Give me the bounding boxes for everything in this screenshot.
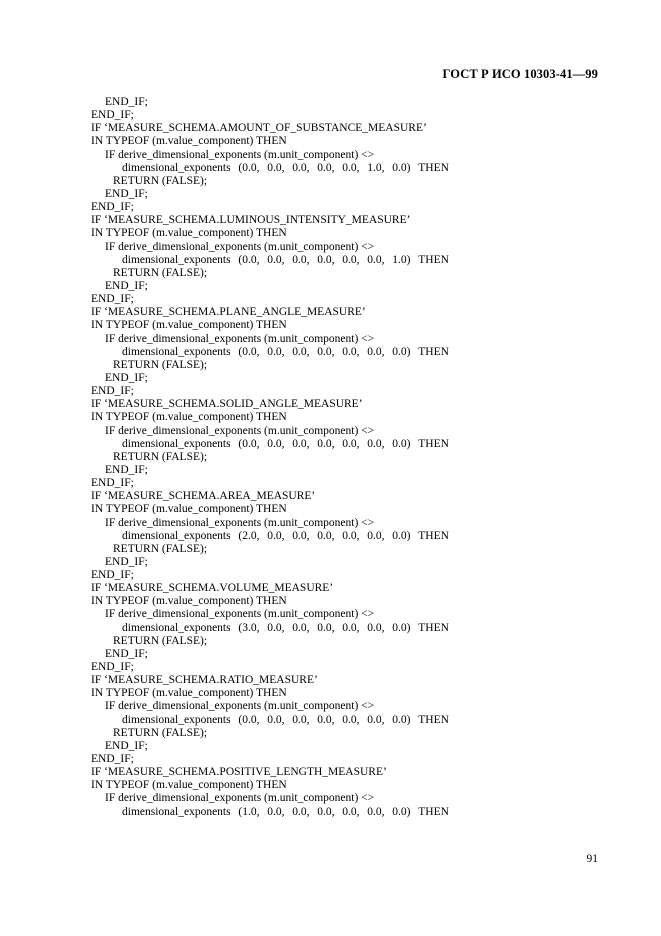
code-token: 0.0, bbox=[342, 805, 360, 818]
code-line: IF ‘MEASURE_SCHEMA.LUMINOUS_INTENSITY_MEASURE’ bbox=[91, 214, 411, 227]
code-token: 0.0, bbox=[267, 437, 285, 450]
code-token: 0.0, bbox=[267, 161, 285, 174]
code-line: RETURN (FALSE); bbox=[113, 174, 208, 187]
code-line: END_IF; bbox=[91, 201, 134, 214]
code-line: IF derive_dimensional_exponents (m.unit_component) <> bbox=[105, 148, 375, 161]
code-token: 0.0, bbox=[292, 529, 310, 542]
code-token: 0.0, bbox=[292, 345, 310, 358]
code-token: 0.0, bbox=[367, 621, 385, 634]
code-token: (2.0, bbox=[238, 529, 260, 542]
code-line: IN TYPEOF (m.value_component) THEN bbox=[91, 227, 287, 240]
code-line: IF ‘MEASURE_SCHEMA.VOLUME_MEASURE’ bbox=[91, 582, 334, 595]
code-line: END_IF; bbox=[105, 187, 148, 200]
code-line: RETURN (FALSE); bbox=[113, 726, 208, 739]
code-token: 0.0) bbox=[392, 529, 411, 542]
code-token: dimensional_exponents bbox=[122, 621, 231, 634]
code-token: 0.0) bbox=[392, 805, 411, 818]
code-line-exponents bbox=[122, 622, 449, 635]
code-token: 0.0, bbox=[267, 621, 285, 634]
code-token: 0.0, bbox=[267, 345, 285, 358]
code-token: 0.0, bbox=[342, 253, 360, 266]
code-line-exponents bbox=[122, 714, 449, 727]
code-line: IF derive_dimensional_exponents (m.unit_component) <> bbox=[105, 240, 375, 253]
code-token: 0.0, bbox=[342, 161, 360, 174]
code-token: 0.0, bbox=[267, 529, 285, 542]
code-token: THEN bbox=[418, 805, 449, 818]
code-line: END_IF; bbox=[91, 661, 134, 674]
code-line: END_IF; bbox=[91, 293, 134, 306]
code-line-exponents bbox=[122, 346, 449, 359]
code-token: 0.0, bbox=[317, 161, 335, 174]
code-line: RETURN (FALSE); bbox=[113, 266, 208, 279]
code-line-exponents bbox=[122, 162, 449, 175]
code-token: 0.0, bbox=[317, 621, 335, 634]
code-token: dimensional_exponents bbox=[122, 529, 231, 542]
code-line: RETURN (FALSE); bbox=[113, 358, 208, 371]
code-token: 0.0) bbox=[392, 345, 411, 358]
code-line: IN TYPEOF (m.value_component) THEN bbox=[91, 319, 287, 332]
code-token: 0.0, bbox=[292, 713, 310, 726]
code-line: END_IF; bbox=[105, 279, 148, 292]
code-line: RETURN (FALSE); bbox=[113, 634, 208, 647]
code-line: IN TYPEOF (m.value_component) THEN bbox=[91, 595, 287, 608]
document-header: ГОСТ Р ИСО 10303-41—99 bbox=[442, 67, 598, 81]
code-token: 0.0) bbox=[392, 161, 411, 174]
code-token: 0.0) bbox=[392, 713, 411, 726]
code-token: 0.0, bbox=[367, 805, 385, 818]
code-line: IF ‘MEASURE_SCHEMA.POSITIVE_LENGTH_MEASURE’ bbox=[91, 766, 387, 779]
code-line: END_IF; bbox=[105, 647, 148, 660]
code-token: dimensional_exponents bbox=[122, 805, 231, 818]
code-token: 1.0, bbox=[367, 161, 385, 174]
code-token: 0.0) bbox=[392, 437, 411, 450]
code-line: IN TYPEOF (m.value_component) THEN bbox=[91, 503, 287, 516]
code-line-exponents bbox=[122, 254, 449, 267]
code-line: IF derive_dimensional_exponents (m.unit_component) <> bbox=[105, 700, 375, 713]
code-line: END_IF; bbox=[91, 385, 134, 398]
code-token: (0.0, bbox=[238, 345, 260, 358]
code-line: RETURN (FALSE); bbox=[113, 450, 208, 463]
code-token: 0.0, bbox=[292, 437, 310, 450]
code-token: (3.0, bbox=[238, 621, 260, 634]
code-line-exponents bbox=[122, 438, 449, 451]
code-line-exponents bbox=[122, 530, 449, 543]
code-line: IF derive_dimensional_exponents (m.unit_component) <> bbox=[105, 792, 375, 805]
code-token: dimensional_exponents bbox=[122, 253, 231, 266]
code-line: IN TYPEOF (m.value_component) THEN bbox=[91, 135, 287, 148]
code-token: 1.0) bbox=[392, 253, 411, 266]
code-line: END_IF; bbox=[91, 569, 134, 582]
code-line: IN TYPEOF (m.value_component) THEN bbox=[91, 411, 287, 424]
code-line-exponents bbox=[122, 806, 449, 819]
code-token: 0.0, bbox=[292, 805, 310, 818]
code-token: 0.0, bbox=[267, 805, 285, 818]
code-line: IF ‘MEASURE_SCHEMA.RATIO_MEASURE’ bbox=[91, 674, 318, 687]
code-token: 0.0, bbox=[342, 713, 360, 726]
code-token: 0.0, bbox=[292, 161, 310, 174]
code-token: (0.0, bbox=[238, 713, 260, 726]
code-token: 0.0, bbox=[267, 253, 285, 266]
code-line: IF ‘MEASURE_SCHEMA.PLANE_ANGLE_MEASURE’ bbox=[91, 306, 366, 319]
code-line: END_IF; bbox=[105, 463, 148, 476]
code-token: (0.0, bbox=[238, 437, 260, 450]
code-token: dimensional_exponents bbox=[122, 345, 231, 358]
code-token: THEN bbox=[418, 161, 449, 174]
code-line: IF ‘MEASURE_SCHEMA.SOLID_ANGLE_MEASURE’ bbox=[91, 398, 363, 411]
code-token: (1.0, bbox=[238, 805, 260, 818]
code-line: END_IF; bbox=[91, 753, 134, 766]
code-line: END_IF; bbox=[105, 739, 148, 752]
code-token: 0.0, bbox=[317, 253, 335, 266]
code-line: END_IF; bbox=[105, 371, 148, 384]
code-listing bbox=[91, 96, 561, 819]
code-token: 0.0, bbox=[367, 345, 385, 358]
code-token: 0.0, bbox=[292, 621, 310, 634]
code-token: THEN bbox=[418, 345, 449, 358]
code-line: IN TYPEOF (m.value_component) THEN bbox=[91, 779, 287, 792]
code-token: 0.0, bbox=[317, 437, 335, 450]
code-token: dimensional_exponents bbox=[122, 161, 231, 174]
code-token: THEN bbox=[418, 437, 449, 450]
code-token: 0.0, bbox=[342, 345, 360, 358]
code-token: 0.0, bbox=[367, 253, 385, 266]
code-token: dimensional_exponents bbox=[122, 437, 231, 450]
code-token: dimensional_exponents bbox=[122, 713, 231, 726]
code-line: END_IF; bbox=[91, 109, 134, 122]
code-token: (0.0, bbox=[238, 161, 260, 174]
code-line: IN TYPEOF (m.value_component) THEN bbox=[91, 687, 287, 700]
code-token: (0.0, bbox=[238, 253, 260, 266]
code-line: END_IF; bbox=[105, 555, 148, 568]
code-token: 0.0, bbox=[367, 713, 385, 726]
code-token: 0.0, bbox=[317, 805, 335, 818]
code-token: 0.0, bbox=[342, 529, 360, 542]
code-line: END_IF; bbox=[91, 477, 134, 490]
code-token: THEN bbox=[418, 621, 449, 634]
code-token: THEN bbox=[418, 253, 449, 266]
code-line: RETURN (FALSE); bbox=[113, 542, 208, 555]
code-line: IF derive_dimensional_exponents (m.unit_component) <> bbox=[105, 332, 375, 345]
code-token: 0.0, bbox=[317, 529, 335, 542]
code-token: 0.0, bbox=[342, 621, 360, 634]
code-token: 0.0, bbox=[292, 253, 310, 266]
code-line: IF derive_dimensional_exponents (m.unit_component) <> bbox=[105, 608, 375, 621]
code-token: 0.0, bbox=[342, 437, 360, 450]
code-token: THEN bbox=[418, 713, 449, 726]
page-number: 91 bbox=[586, 853, 598, 865]
code-line: IF ‘MEASURE_SCHEMA.AMOUNT_OF_SUBSTANCE_MEASURE’ bbox=[91, 122, 427, 135]
code-line: END_IF; bbox=[105, 96, 148, 108]
code-line: IF derive_dimensional_exponents (m.unit_component) <> bbox=[105, 516, 375, 529]
code-line: IF ‘MEASURE_SCHEMA.AREA_MEASURE’ bbox=[91, 490, 316, 503]
code-token: 0.0, bbox=[317, 713, 335, 726]
code-token: THEN bbox=[418, 529, 449, 542]
code-token: 0.0, bbox=[267, 713, 285, 726]
code-token: 0.0, bbox=[367, 437, 385, 450]
code-token: 0.0, bbox=[367, 529, 385, 542]
code-line: IF derive_dimensional_exponents (m.unit_component) <> bbox=[105, 424, 375, 437]
code-token: 0.0) bbox=[392, 621, 411, 634]
code-token: 0.0, bbox=[317, 345, 335, 358]
